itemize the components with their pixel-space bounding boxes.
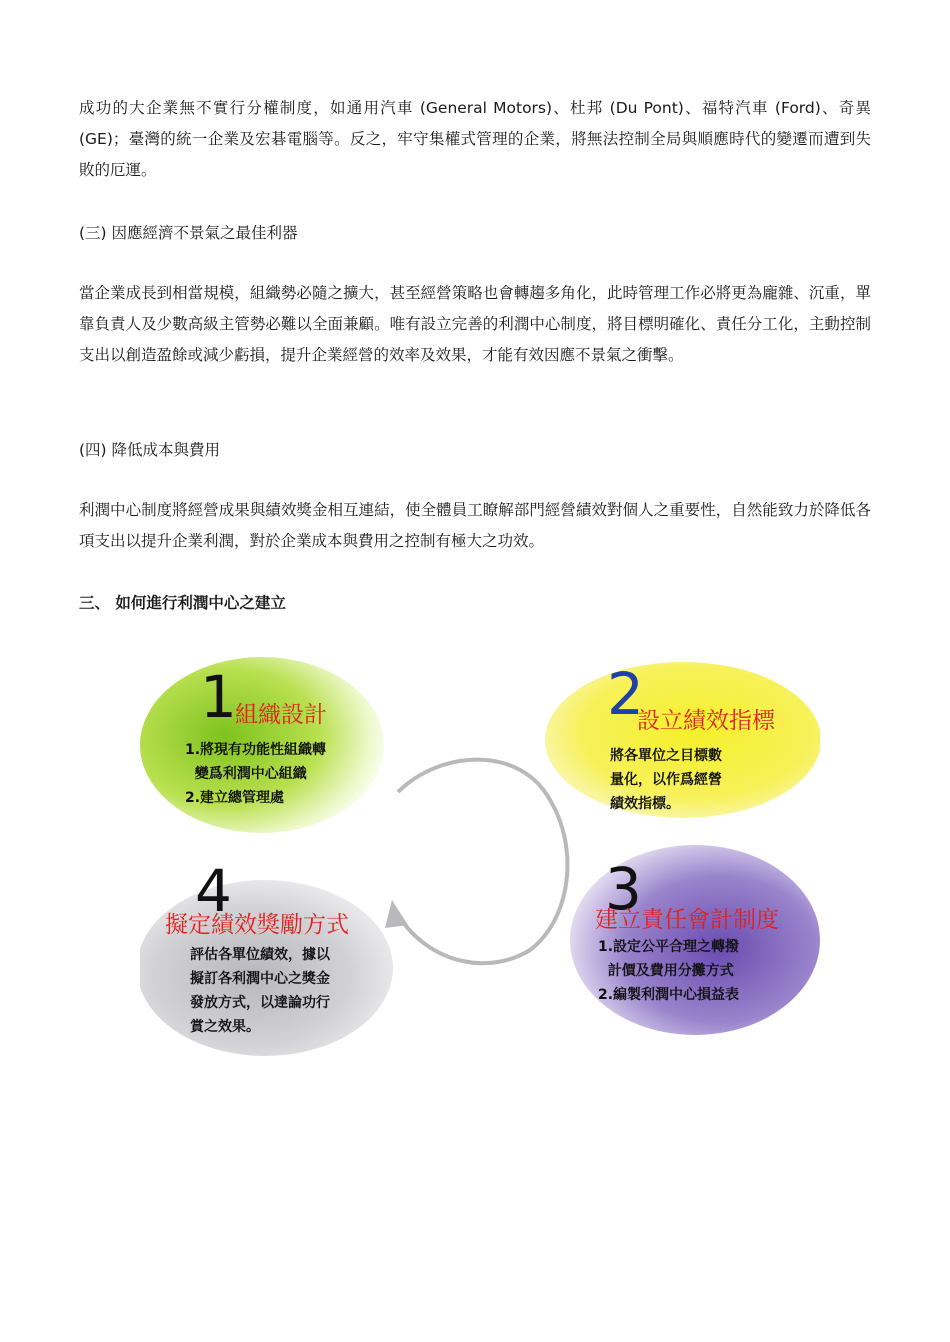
cycle-arrow <box>398 760 567 964</box>
step-4-title: 擬定績效獎勵方式 <box>165 912 349 938</box>
cost-paragraph: 利潤中心制度將經營成果與績效獎金相互連結，使全體員工瞭解部門經營績效對個人之重要性，自然能致力於降低各項支出以提升企業利潤，對於企業成本與費用之控制有極大之功效。 <box>79 501 871 550</box>
step-2-text: 將各單位之目標數 量化，以作爲經營 績效指標。 <box>610 748 722 812</box>
step-3-number: 3 <box>605 855 642 923</box>
section-heading: 三、 如何進行利潤中心之建立 <box>79 594 286 612</box>
step-4-text: 評估各單位績效，據以 擬訂各利潤中心之獎金 發放方式，以達論功行 賞之效果。 <box>190 947 330 1035</box>
step-3-text: 1.設定公平合理之轉撥 計價及費用分攤方式 2.編製利潤中心損益表 <box>598 939 740 1003</box>
subheading-four: (四) 降低成本與費用 <box>79 441 221 459</box>
profit-center-diagram <box>140 650 820 1060</box>
step-2-number: 2 <box>607 660 644 728</box>
step-3-title: 建立責任會計制度 <box>595 907 779 933</box>
subheading-three: (三) 因應經濟不景氣之最佳利器 <box>79 224 298 242</box>
step-1-text: 1.將現有功能性組織轉 變爲利潤中心組織 2.建立總管理處 <box>185 742 327 806</box>
recession-paragraph: 當企業成長到相當規模，組織勢必隨之擴大，甚至經營策略也會轉趨多角化，此時管理工作必將更為龐雜、沉重，單靠負責人及少數高級主管勢必難以全面兼顧。唯有設立完善的利潤中心制度，將目標明確化、責任分工化，主動控制支出以創造盈餘或減少虧損，提升企業經營的效率及效果，才能有效因應不景氣之衝擊。 <box>79 284 871 364</box>
step-1-title: 組織設計 <box>235 702 327 728</box>
step-2-title: 設立績效指標 <box>637 708 775 734</box>
intro-paragraph: 成功的大企業無不實行分權制度，如通用汽車 (General Motors)、杜邦 (Du Pont)、福特汽車 (Ford)、奇異 (GE)；臺灣的統一企業及宏碁電腦等。反之，牢守集權式管理的企業，將無法控制全局與順應時代的變遷而遭到失敗的厄運。 <box>79 99 871 179</box>
step-4-number: 4 <box>195 857 232 925</box>
cycle-arrowhead <box>385 900 408 928</box>
step-1-number: 1 <box>200 663 237 731</box>
